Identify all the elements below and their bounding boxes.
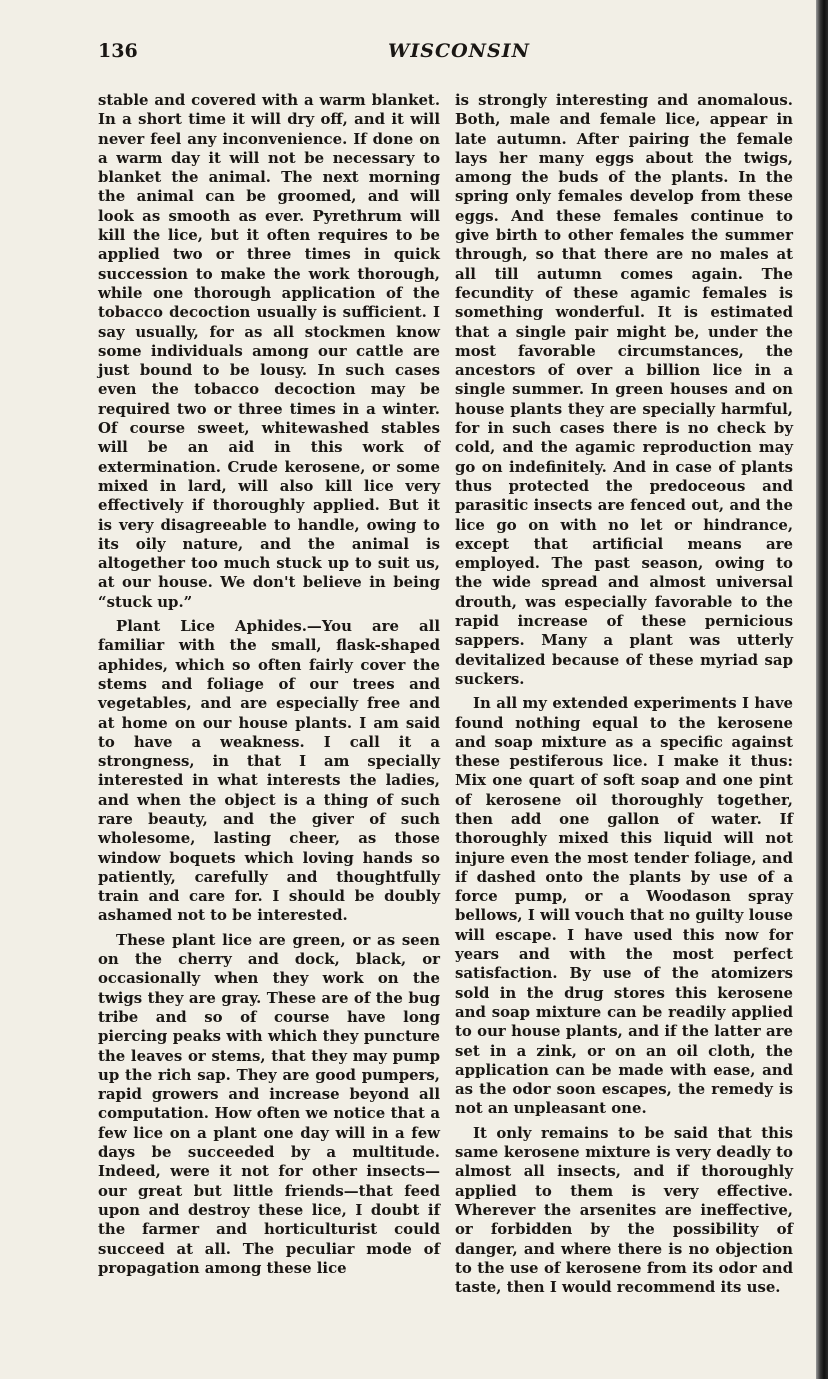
right-column: [455, 91, 793, 1297]
running-title: WISCONSIN: [388, 40, 530, 62]
paragraph-continuation: stable and covered with a warm blanket. In a short time it will dry off, and it will never feel any inconvenience. If done on a warm day it will not be necessary to blanket the animal. The next morning the animal can be groomed, and will look as smooth as ever. Pyrethrum will kill the lice, but it often requires to be applied two or three times in quick succession to make the work thorough, while one thorough application of the tobacco decoction usually is sufficient. I say usually, for as all stockmen know some individuals among our cattle are just bound to be lousy. In such cases even the tobacco decoction may be required two or three times in a winter. Of course sweet, whitewashed stables will be an aid in this work of extermination. Crude kerosene, or some mixed in lard, will also kill lice very effectively if thoroughly applied. But it is very disagreeable to handle, owing to its oily nature, and the animal is altogether too much stuck up to suit us, at our house. We don't believe in being “stuck up.”: [98, 91, 440, 611]
paragraph-kerosene-remedy: In all my extended experiments I have found nothing equal to the kerosene and soap mixture as a specific against these pestiferous lice. I make it thus: Mix one quart of soft soap and one pint of kerosene oil thoroughly together, then add one gallon of water. If thoroughly mixed this liquid will not injure even the most tender foliage, and if dashed onto the plants by use of a force pump, or a Woodason spray bellows, I will vouch that no guilty louse will escape. I have used this now for years and with the most perfect satisfaction. By use of the atomizers sold in the drug stores this kerosene and soap mixture can be readily applied to our house plants, and if the latter are set in a zink, or on an oil cloth, the application can be made with ease, and as the odor soon escapes, the remedy is not an unpleasant one.: [455, 694, 793, 1118]
page-header: [98, 40, 798, 66]
paragraph-propagation: is strongly interesting and anomalous. Both, male and female lice, appear in late autumn. After pairing the female lays her many eggs about the twigs, among the buds of the plants. In the spring only females develop from these eggs. And these females continue to give birth to other females the summer through, so that there are no males at all till autumn comes again. The fecundity of these agamic females is something wonderful. It is estimated that a single pair might be, under the most favorable circumstances, the ancestors of over a billion lice in a single summer. In green houses and on house plants they are specially harmful, for in such cases there is no check by cold, and the agamic reproduction may go on indefinitely. And in case of plants thus protected the predoceous and parasitic insects are fenced out, and the lice go on with no let or hindrance, except that artificial means are employed. The past season, owing to the wide spread and almost universal drouth, was especially favorable to the rapid increase of these pernicious sappers. Many a plant was utterly devitalized because of these myriad sap suckers.: [455, 91, 793, 688]
paragraph-conclusion: It only remains to be said that this same kerosene mixture is very deadly to almost all insects, and if thoroughly applied to them is very effective. Wherever the arsenites are ineffective, or forbidden by the possibility of danger, and where there is no objection to the use of kerosene from its odor and taste, then I would recommend its use.: [455, 1123, 793, 1297]
book-binding-edge: [816, 0, 828, 1379]
page-number: 136: [98, 40, 138, 62]
paragraph-plant-lice: Plant Lice Aphides.—You are all familiar with the small, flask-shaped aphides, which so often fairly cover the stems and foliage of our trees and vegetables, and are especially free and at home on our house plants. I am said to have a weakness. I call it a strongness, in that I am specially interested in what interests the ladies, and when the object is a thing of such rare beauty, and the giver of such wholesome, lasting cheer, as those window boquets which loving hands so patiently, carefully and thoughtfully train and care for. I should be doubly ashamed not to be interested.: [98, 617, 440, 925]
paragraph-plant-lice-description: These plant lice are green, or as seen on the cherry and dock, black, or occasionally when they work on the twigs they are gray. These are of the bug tribe and so of course have long piercing peaks with which they puncture the leaves or stems, that they may pump up the rich sap. They are good pumpers, rapid growers and increase beyond all computation. How often we notice that a few lice on a plant one day will in a few days be succeeded by a multitude. Indeed, were it not for other insects—our great but little friends—that feed upon and destroy these lice, I doubt if the farmer and horticulturist could succeed at all. The peculiar mode of propagation among these lice: [98, 930, 440, 1277]
left-column: [98, 91, 440, 1278]
